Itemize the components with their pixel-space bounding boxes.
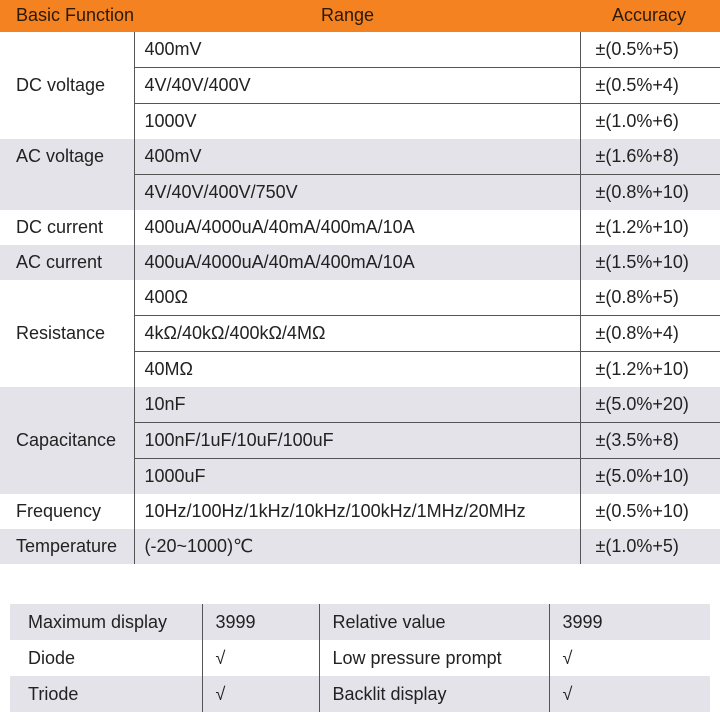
- table-row: [0, 32, 720, 68]
- feature-name: Triode: [10, 676, 202, 712]
- range-cell: (-20~1000)℃: [134, 529, 580, 564]
- header-accuracy: Accuracy: [612, 5, 687, 25]
- function-label-dc-voltage: DC voltage: [16, 75, 106, 95]
- function-label-dc-current: DC current: [16, 217, 104, 237]
- function-label-temperature: Temperature: [16, 536, 118, 556]
- accuracy-cell: ±(0.8%+5): [580, 280, 720, 316]
- accuracy-cell: ±(1.0%+5): [580, 529, 720, 564]
- table-row: [0, 210, 720, 245]
- accuracy-cell: ±(0.5%+10): [580, 494, 720, 529]
- range-cell: 4V/40V/400V: [134, 68, 580, 104]
- range-cell: 400uA/4000uA/40mA/400mA/10A: [134, 245, 580, 280]
- function-label-ac-current: AC current: [16, 252, 103, 272]
- range-cell: 10Hz/100Hz/1kHz/10kHz/100kHz/1MHz/20MHz: [134, 494, 580, 529]
- accuracy-cell: ±(5.0%+10): [580, 459, 720, 495]
- feature-value: √: [202, 640, 319, 676]
- header-basic-function: Basic Function: [16, 5, 135, 25]
- feature-name: Relative value: [319, 604, 549, 640]
- feature-name: Diode: [10, 640, 202, 676]
- table-row: [10, 640, 710, 676]
- table-row: [0, 529, 720, 564]
- table-row: [0, 139, 720, 175]
- feature-value: 3999: [202, 604, 319, 640]
- feature-value: 3999: [549, 604, 710, 640]
- accuracy-cell: ±(1.2%+10): [580, 352, 720, 388]
- range-cell: 400Ω: [134, 280, 580, 316]
- range-cell: 4V/40V/400V/750V: [134, 175, 580, 211]
- table-row: [0, 494, 720, 529]
- accuracy-cell: ±(0.5%+5): [580, 32, 720, 68]
- features-table: [10, 604, 710, 712]
- table-header: [0, 0, 720, 32]
- feature-value: √: [549, 640, 710, 676]
- feature-value: √: [202, 676, 319, 712]
- feature-value: √: [549, 676, 710, 712]
- table-row: [10, 676, 710, 712]
- accuracy-cell: ±(0.5%+4): [580, 68, 720, 104]
- accuracy-cell: ±(1.2%+10): [580, 210, 720, 245]
- range-cell: 400mV: [134, 32, 580, 68]
- range-cell: 4kΩ/40kΩ/400kΩ/4MΩ: [134, 316, 580, 352]
- range-cell: 400uA/4000uA/40mA/400mA/10A: [134, 210, 580, 245]
- accuracy-cell: ±(5.0%+20): [580, 387, 720, 423]
- function-label-resistance: Resistance: [16, 323, 106, 343]
- range-cell: 10nF: [134, 387, 580, 423]
- function-label-frequency: Frequency: [16, 501, 102, 521]
- range-cell: 1000V: [134, 104, 580, 140]
- function-label-ac-voltage: AC voltage: [16, 146, 105, 166]
- table-row: [0, 280, 720, 316]
- range-cell: 400mV: [134, 139, 580, 175]
- range-cell: 1000uF: [134, 459, 580, 495]
- accuracy-cell: ±(0.8%+10): [580, 175, 720, 211]
- range-cell: 40MΩ: [134, 352, 580, 388]
- accuracy-cell: ±(0.8%+4): [580, 316, 720, 352]
- accuracy-cell: ±(1.6%+8): [580, 139, 720, 175]
- accuracy-cell: ±(1.5%+10): [580, 245, 720, 280]
- header-range: Range: [321, 5, 375, 25]
- accuracy-cell: ±(3.5%+8): [580, 423, 720, 459]
- table-row: [0, 387, 720, 423]
- feature-name: Backlit display: [319, 676, 549, 712]
- feature-name: Low pressure prompt: [319, 640, 549, 676]
- feature-name: Maximum display: [10, 604, 202, 640]
- table-row: [0, 245, 720, 280]
- table-row: [10, 604, 710, 640]
- specification-table: [0, 32, 720, 564]
- range-cell: 100nF/1uF/10uF/100uF: [134, 423, 580, 459]
- accuracy-cell: ±(1.0%+6): [580, 104, 720, 140]
- function-label-capacitance: Capacitance: [16, 430, 117, 450]
